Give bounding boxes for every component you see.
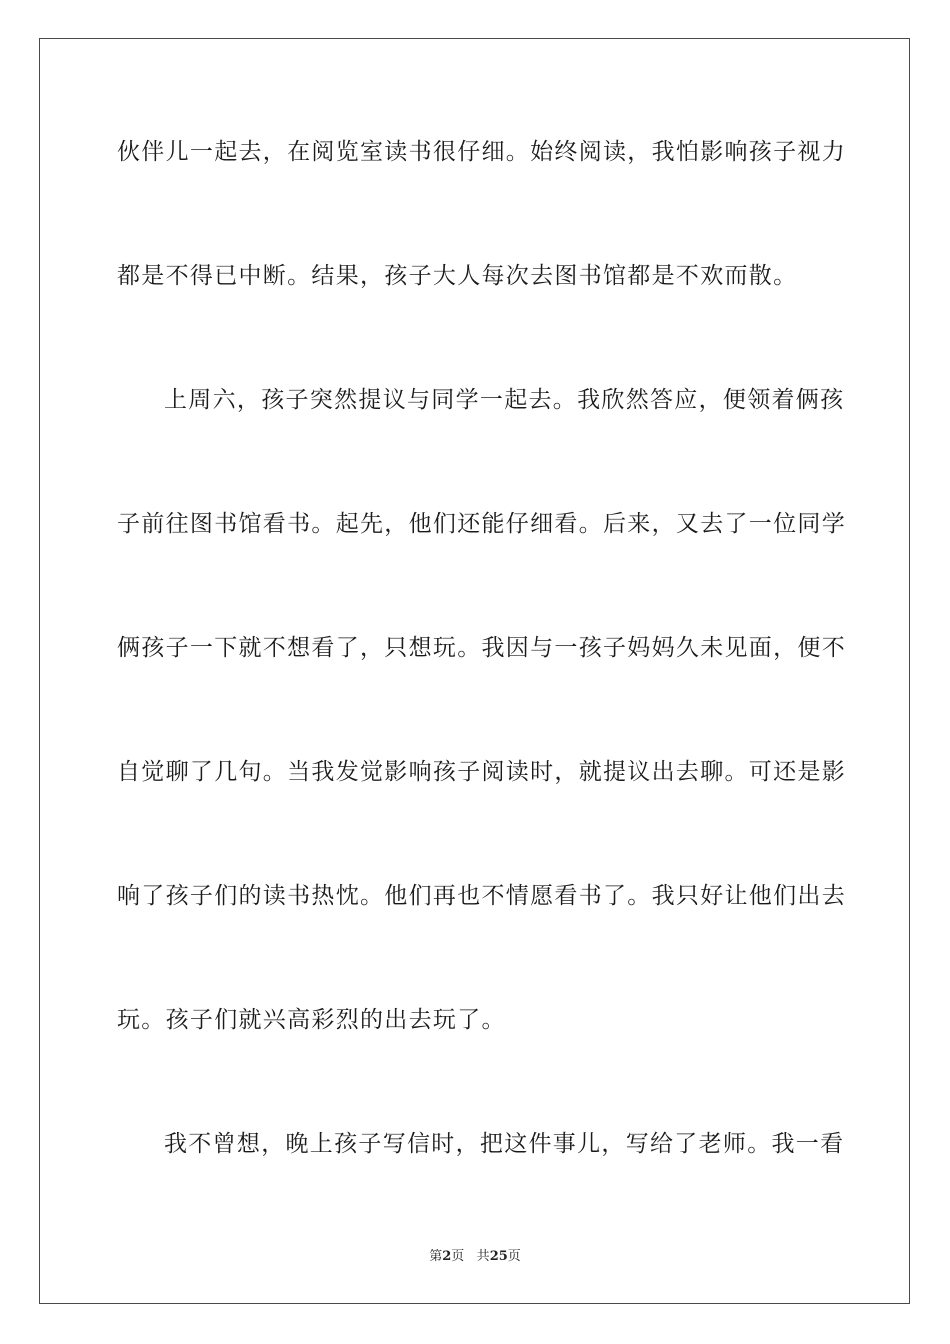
text-line: 玩。孩子们就兴高彩烈的出去玩了。 <box>117 1007 506 1033</box>
total-prefix: 共 <box>476 1249 490 1264</box>
page-prefix: 第 <box>429 1249 443 1264</box>
page-number: 2 <box>442 1249 452 1264</box>
text-line: 都是不得已中断。结果，孩子大人每次去图书馆都是不欢而散。 <box>117 263 798 289</box>
paragraph-first-line: 我不曾想，晚上孩子写信时，把这件事儿，写给了老师。我一看 <box>164 1131 845 1157</box>
text-line: 自觉聊了几句。当我发觉影响孩子阅读时，就提议出去聊。可还是影 <box>117 759 846 785</box>
text-line: 俩孩子一下就不想看了，只想玩。我因与一孩子妈妈久未见面，便不 <box>117 635 846 661</box>
text-line: 响了孩子们的读书热忱。他们再也不情愿看书了。我只好让他们出去 <box>117 883 846 909</box>
text-line: 伙伴儿一起去，在阅览室读书很仔细。始终阅读，我怕影响孩子视力 <box>117 139 846 165</box>
page-suffix: 页 <box>451 1249 465 1264</box>
total-pages: 25 <box>489 1249 508 1264</box>
page-footer <box>0 1248 950 1266</box>
total-suffix: 页 <box>507 1249 521 1264</box>
page-border <box>39 38 910 1304</box>
text-line: 子前往图书馆看书。起先，他们还能仔细看。后来，又去了一位同学 <box>117 511 846 537</box>
paragraph-first-line: 上周六，孩子突然提议与同学一起去。我欣然答应，便领着俩孩 <box>164 387 845 413</box>
